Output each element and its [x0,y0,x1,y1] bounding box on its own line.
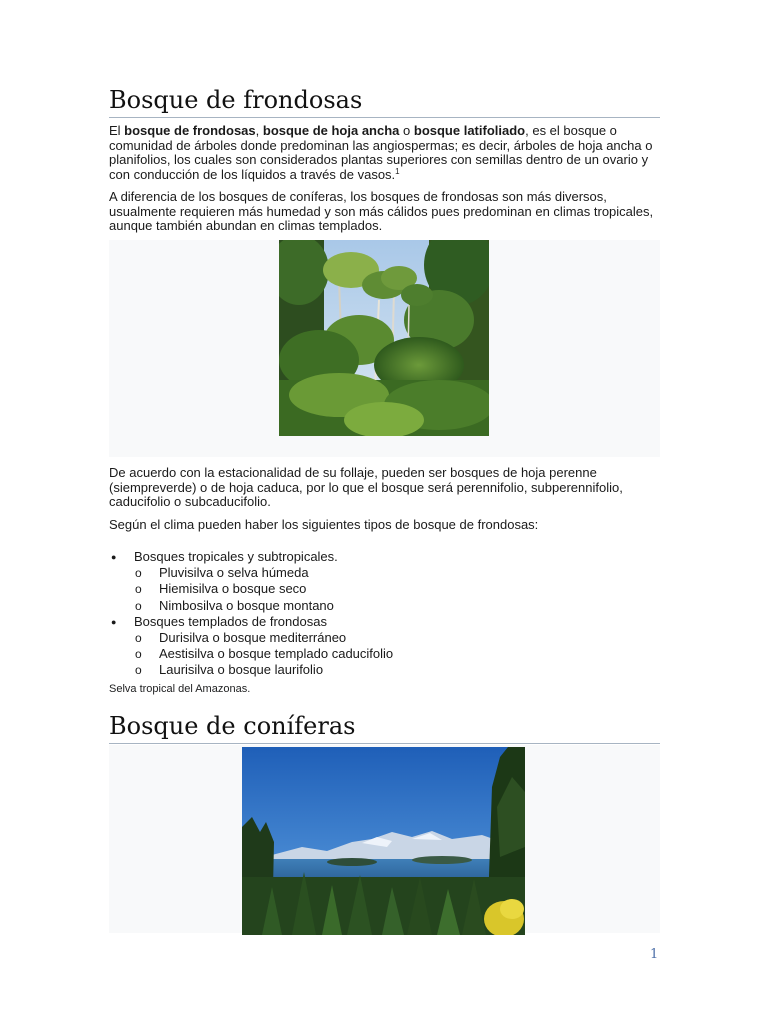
section-heading-frondosas: Bosque de frondosas [109,85,660,118]
paragraph-comparison: A diferencia de los bosques de coníferas, los bosques de frondosas son más diversos, usualmente requieren más humedad y son más cálidos pues predominan en climas tropicales, aunque también abundan en climas templados. [109,189,654,233]
sublist-item-label: Aestisilva o bosque templado caducifolio [159,646,394,662]
list-item [109,598,660,614]
text-run: o [399,123,414,138]
paragraph-climate-intro: Según el clima pueden haber los siguientes tipos de bosque de frondosas: [109,517,539,532]
circle-bullet-icon: o [135,647,142,662]
sublist-item-label: Nimbosilva o bosque montano [159,597,334,613]
list-item [109,549,660,614]
paragraph-definition [109,124,660,182]
conifer-lake-image [242,747,525,935]
list-item [109,662,660,678]
sublist-item-label: Laurisilva o bosque laurifolio [159,662,324,678]
list-item [109,565,660,581]
list-item-label: Bosques templados de frondosas [134,613,327,629]
rainforest-image [279,240,489,436]
page-number: 1 [650,947,659,962]
paragraph-foliage: De acuerdo con la estacionalidad de su follaje, pueden ser bosques de hoja perenne (siempreverde) o de hoja caduca, por lo que el bosque será perennifolio, subperennifolio, caducifolio o subcaducifolio. [109,465,623,509]
circle-bullet-icon: o [135,663,142,678]
circle-bullet-icon: o [135,566,142,581]
reference-link[interactable]: 1 [395,166,400,176]
list-item [109,614,660,679]
bold-term-latifoliado: bosque latifoliado [413,123,526,138]
text-run: El [109,123,125,138]
text-run: , [255,123,263,138]
bold-term-hoja-ancha: bosque de hoja ancha [262,123,400,138]
text-run: , es el bosque o comunidad de árboles donde predominan las angiospermas; es decir, árboles de hoja ancha o planifolios, los cuales son considerados plantas superiores con semillas dentro de un ovario y con conducción de los líquidos a través de vasos. [109,123,653,182]
sublist [134,630,660,679]
bold-term-frondosas: bosque de frondosas [124,123,256,138]
forest-types-list [109,549,660,679]
bullet-icon: ● [111,616,117,627]
list-item [109,630,660,646]
list-item [109,646,660,662]
circle-bullet-icon: o [135,598,142,613]
list-item [109,581,660,597]
list-item-label: Bosques tropicales y subtropicales. [134,549,338,564]
figure-conifer-forest [109,745,660,933]
section-heading-coniferas: Bosque de coníferas [109,711,660,744]
sublist-item-label: Pluvisilva o selva húmeda [159,565,309,581]
sublist-item-label: Hiemisilva o bosque seco [159,581,307,597]
sublist [134,565,660,614]
circle-bullet-icon: o [135,582,142,597]
figure-caption: Selva tropical del Amazonas. [109,683,251,695]
sublist-item-label: Durisilva o bosque mediterráneo [159,630,347,646]
bullet-icon: ● [111,552,117,562]
circle-bullet-icon: o [135,631,142,646]
